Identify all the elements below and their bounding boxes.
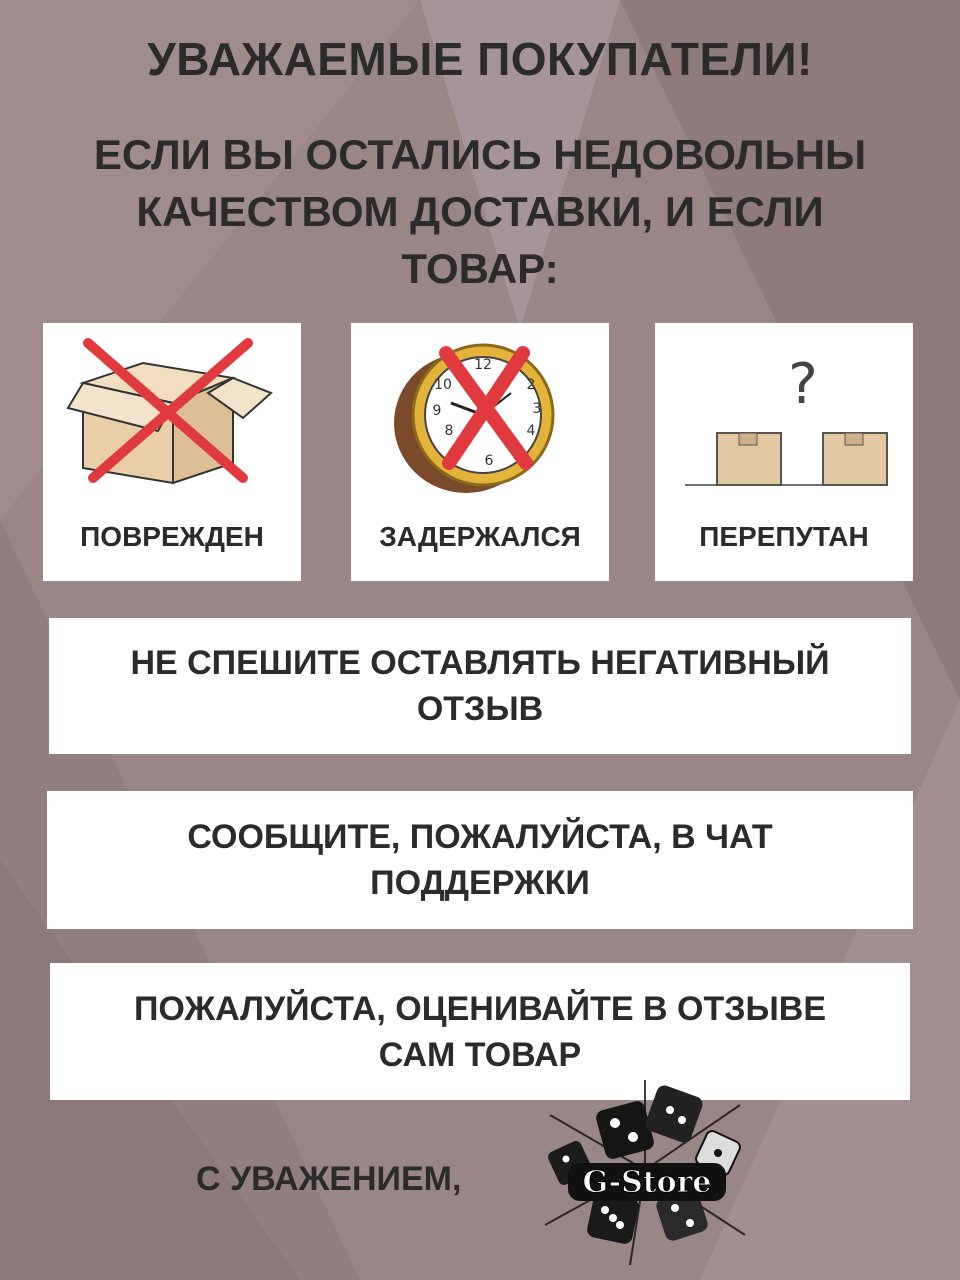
message-line: ОТЗЫВ	[416, 690, 544, 728]
message-line: ПОДДЕРЖКИ	[370, 864, 590, 902]
message-box	[50, 963, 910, 1100]
message-box	[49, 618, 911, 754]
message-line: НЕ СПЕШИТЕ ОСТАВЛЯТЬ НЕГАТИВНЫЙ	[130, 644, 830, 682]
damaged-box-icon	[43, 323, 301, 523]
subtitle-line: ЕСЛИ ВЫ ОСТАЛИСЬ НЕДОВОЛЬНЫ	[93, 131, 867, 178]
card-damaged	[43, 323, 301, 581]
signature-text: С УВАЖЕНИЕМ,	[196, 1160, 462, 1198]
message-line: ПОЖАЛУЙСТА, ОЦЕНИВАЙТЕ В ОТЗЫВЕ	[133, 989, 827, 1028]
page-subtitle	[20, 126, 940, 297]
clock-number: 8	[444, 423, 454, 439]
message-line: СООБЩИТЕ, ПОЖАЛУЙСТА, В ЧАТ	[187, 818, 773, 856]
mixed-up-boxes-icon	[655, 323, 913, 523]
clock-number: 9	[432, 403, 442, 419]
clock-number: 12	[474, 357, 492, 373]
subtitle-line: КАЧЕСТВОМ ДОСТАВКИ, И ЕСЛИ	[136, 188, 824, 235]
card-label: ЗАДЕРЖАЛСЯ	[379, 521, 581, 552]
question-mark: ?	[788, 352, 818, 417]
card-label: ПЕРЕПУТАН	[699, 521, 869, 552]
clock-number: 2	[526, 377, 536, 393]
clock-number: 6	[484, 453, 494, 469]
g-store-logo	[530, 1075, 760, 1270]
card-delayed	[351, 323, 609, 581]
clock-number: 3	[532, 401, 542, 417]
clock-number: 4	[526, 423, 536, 439]
message-box	[47, 791, 913, 929]
subtitle-line: ТОВАР:	[401, 245, 559, 292]
card-label: ПОВРЕЖДЕН	[80, 521, 264, 552]
clock-number: 10	[434, 377, 452, 393]
logo-text: G-Store	[582, 1165, 712, 1200]
message-line: САМ ТОВАР	[378, 1035, 582, 1074]
page-title: УВАЖАЕМЫЕ ПОКУПАТЕЛИ!	[147, 33, 813, 85]
delayed-clock-icon	[351, 323, 609, 523]
card-mixed-up	[655, 323, 913, 581]
